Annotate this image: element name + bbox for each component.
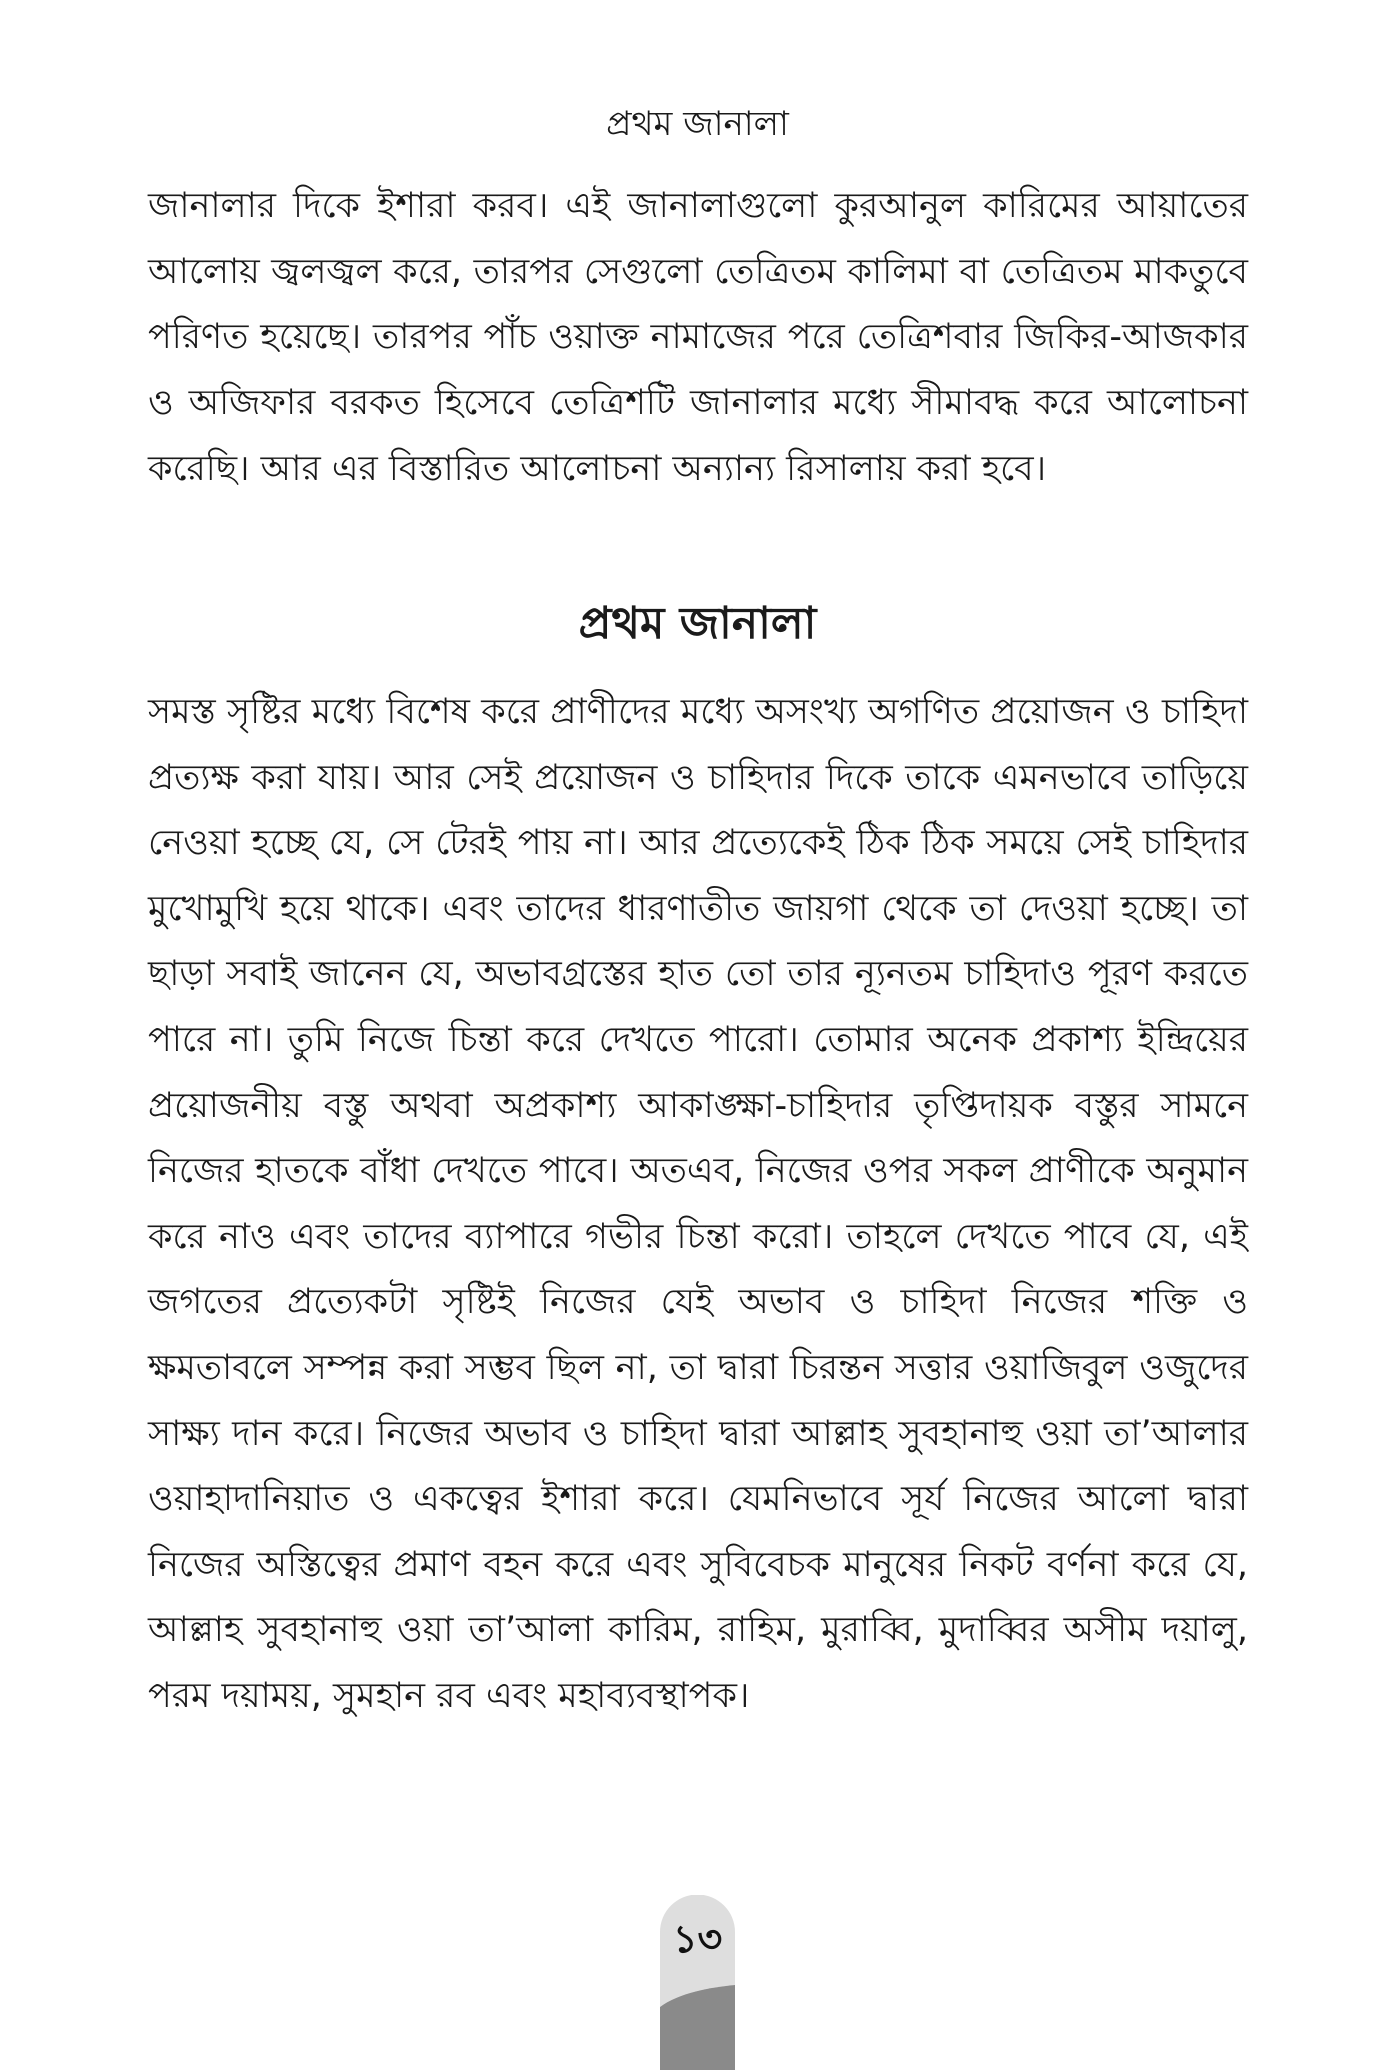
- page-number-tab: [660, 1895, 735, 2070]
- running-header: প্রথম জানালা: [606, 104, 789, 144]
- intro-paragraph: জানালার দিকে ইশারা করব। এই জানালাগুলো কুরআনুল কারিমের আয়াতের আলোয় জ্বলজ্বল করে, তারপর সেগুলো তেত্রিতম কালিমা বা তেত্রিতম মাকতুবে পরিণত হয়েছে। তারপর পাঁচ ওয়াক্ত নামাজের পরে তেত্রিশবার জিকির-আজকার ও অজিফার বরকত হিসেবে তেত্রিশটি জানালার মধ্যে সীমাবদ্ধ করে আলোচনা করেছি। আর এর বিস্তারিত আলোচনা অন্যান্য রিসালায় করা হবে।: [148, 186, 1248, 489]
- page-number: ১৩: [672, 1917, 723, 1961]
- section-heading: প্রথম জানালা: [578, 598, 817, 649]
- main-paragraph: সমস্ত সৃষ্টির মধ্যে বিশেষ করে প্রাণীদের মধ্যে অসংখ্য অগণিত প্রয়োজন ও চাহিদা প্রত্যক্ষ করা যায়। আর সেই প্রয়োজন ও চাহিদার দিকে তাকে এমনভাবে তাড়িয়ে নেওয়া হচ্ছে যে, সে টেরই পায় না। আর প্রত্যেকেই ঠিক ঠিক সময়ে সেই চাহিদার মুখোমুখি হয়ে থাকে। এবং তাদের ধারণাতীত জায়গা থেকে তা দেওয়া হচ্ছে। তা ছাড়া সবাই জানেন যে, অভাবগ্রস্তের হাত তো তার ন্যূনতম চাহিদাও পূরণ করতে পারে না। তুমি নিজে চিন্তা করে দেখতে পারো। তোমার অনেক প্রকাশ্য ইন্দ্রিয়ের প্রয়োজনীয় বস্তু অথবা অপ্রকাশ্য আকাঙ্ক্ষা-চাহিদার তৃপ্তিদায়ক বস্তুর সামনে নিজের হাতকে বাঁধা দেখতে পাবে। অতএব, নিজের ওপর সকল প্রাণীকে অনুমান করে নাও এবং তাদের ব্যাপারে গভীর চিন্তা করো। তাহলে দেখতে পাবে যে, এই জগতের প্রত্যেকটা সৃষ্টিই নিজের যেই অভাব ও চাহিদা নিজের শক্তি ও ক্ষমতাবলে সম্পন্ন করা সম্ভব ছিল না, তা দ্বারা চিরন্তন সত্তার ওয়াজিবুল ওজুদের সাক্ষ্য দান করে। নিজের অভাব ও চাহিদা দ্বারা আল্লাহ সুবহানাহু ওয়া তা’আলার ওয়াহাদানিয়াত ও একত্বের ইশারা করে। যেমনিভাবে সূর্য নিজের আলো দ্বারা নিজের অস্তিত্বের প্রমাণ বহন করে এবং সুবিবেচক মানুষের নিকট বর্ণনা করে যে, আল্লাহ সুবহানাহু ওয়া তা’আলা কারিম, রাহিম, মুরাব্বি, মুদাব্বির অসীম দয়ালু, পরম দয়াময়, সুমহান রব এবং মহাব্যবস্থাপক।: [148, 692, 1248, 1716]
